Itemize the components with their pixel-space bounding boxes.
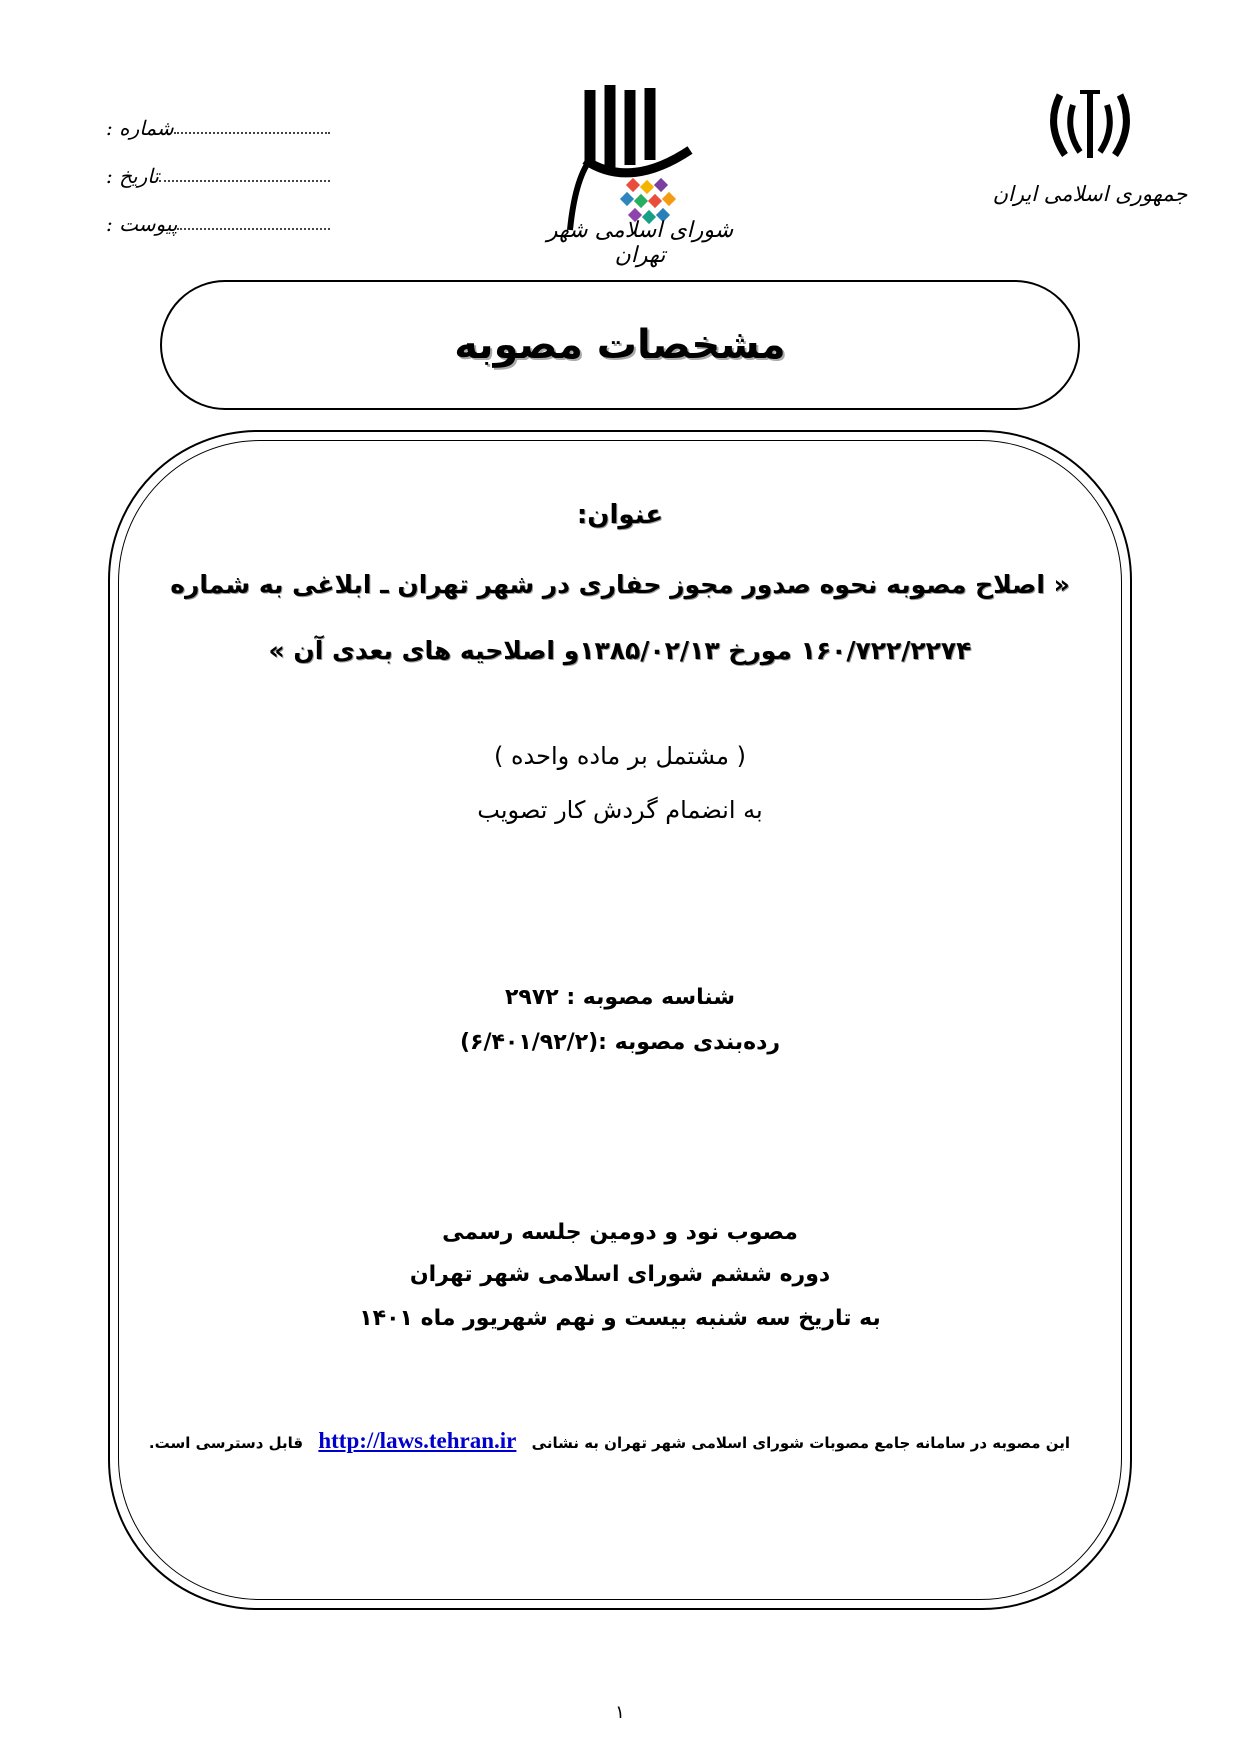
resolution-classification: رده‌بندی مصوبه :(۶/۴۰۱/۹۲/۲) — [459, 1030, 781, 1055]
page-number: ۱ — [615, 1702, 625, 1723]
document-meta — [100, 92, 330, 236]
session-line-1: مصوب نود و دومین جلسه رسمی — [442, 1220, 798, 1245]
meta-attachment-blank — [177, 210, 330, 230]
meta-row-date — [100, 140, 330, 188]
access-text-after: قابل دسترسی است. — [148, 1434, 304, 1452]
iran-emblem-caption: جمهوری اسلامی ایران — [992, 182, 1188, 206]
page-title: مشخصات مصوبه — [454, 322, 786, 368]
iran-emblem — [1040, 80, 1140, 170]
meta-date-blank — [159, 162, 330, 182]
access-notice — [148, 1428, 1070, 1454]
subject-line-2: ۱۶۰/۷۲۲/۲۲۷۴ مورخ ۱۳۸۵/۰۲/۱۳و اصلاحیه های بعدی آن » — [268, 636, 972, 665]
subject-label: عنوان: — [576, 500, 664, 530]
session-line-2: دوره ششم شورای اسلامی شهر تهران — [409, 1262, 831, 1287]
laws-site-link[interactable]: http://laws.tehran.ir — [318, 1428, 517, 1453]
approval-workflow-note: به انضمام گردش کار تصویب — [477, 796, 763, 824]
single-article-note: ( مشتمل بر ماده واحده ) — [493, 742, 747, 770]
main-frame-inner-border — [118, 440, 1122, 1600]
council-logo-caption: شورای اسلامی شهر تهران — [546, 218, 734, 268]
meta-date-label: تاریخ : — [106, 164, 159, 188]
meta-number-blank — [174, 114, 330, 134]
access-text-before: این مصوبه در سامانه جامع مصوبات شورای اسلامی شهر تهران به نشانی — [531, 1434, 1070, 1452]
session-line-3: به تاریخ سه شنبه بیست و نهم شهریور ماه ۱۴۰۱ — [359, 1306, 881, 1331]
meta-attachment-label: پیوست : — [106, 212, 178, 236]
meta-number-label: شماره : — [106, 116, 174, 140]
subject-line-1: « اصلاح مصوبه نحوه صدور مجوز حفاری در شهر تهران ـ ابلاغی به شماره — [170, 570, 1070, 599]
title-box — [160, 280, 1080, 410]
meta-row-number — [100, 92, 330, 140]
resolution-id: شناسه مصوبه : ۲۹۷۲ — [504, 985, 736, 1010]
meta-row-attachment — [100, 188, 330, 236]
